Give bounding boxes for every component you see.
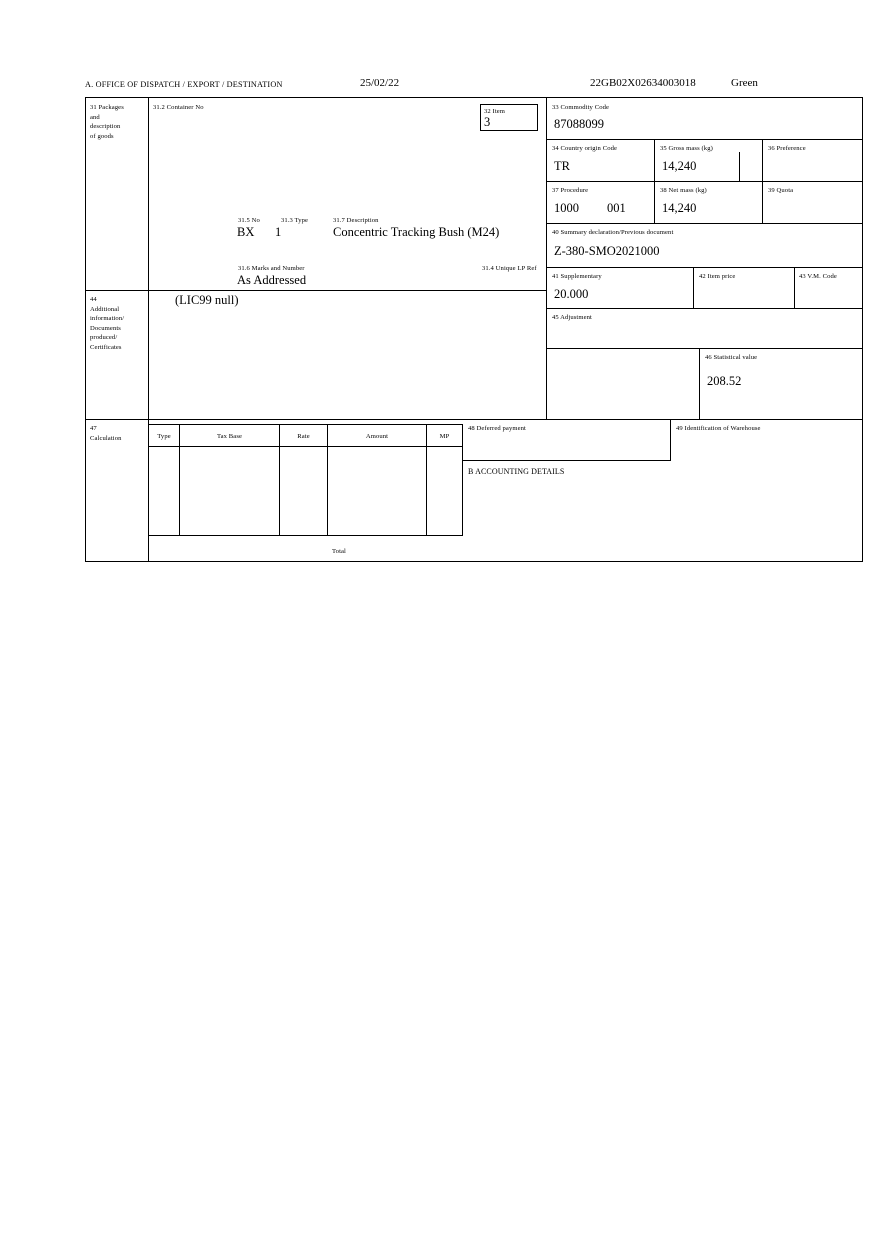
calc-col-divider-1 xyxy=(179,425,180,536)
calc-header-divider xyxy=(149,446,462,447)
divider-dotted-box-45 xyxy=(546,349,547,419)
box-39-quota xyxy=(763,182,863,224)
box-44-label xyxy=(86,290,148,419)
box-48-label: 48 Deferred payment xyxy=(468,425,526,432)
box-47-label-line-2: Calculation xyxy=(90,434,122,442)
box-41-value: 20.000 xyxy=(554,287,589,301)
box-43-vm-code xyxy=(795,268,863,309)
box-49-warehouse xyxy=(671,419,862,460)
box-31-label-line-2: and xyxy=(90,113,100,121)
box-38-value: 14,240 xyxy=(662,201,697,215)
box-37-label: 37 Procedure xyxy=(552,187,589,194)
box-44-value: (LIC99 null) xyxy=(175,293,239,307)
box-44-content xyxy=(148,290,546,419)
box-34-value: TR xyxy=(554,159,570,173)
calc-col-divider-4 xyxy=(426,425,427,536)
box-33-value: 87088099 xyxy=(554,117,604,131)
divider-box-46-left xyxy=(699,349,700,419)
box-45-label: 45 Adjustment xyxy=(552,314,592,321)
routing-lane: Green xyxy=(731,77,758,89)
box-38-label: 38 Net mass (kg) xyxy=(660,187,707,194)
calc-col-header-rate: Rate xyxy=(297,433,310,440)
box-44-label-line-3: information/ xyxy=(90,315,125,322)
box-42-label: 42 Item price xyxy=(699,273,736,280)
calc-col-header-amount: Amount xyxy=(365,433,389,440)
box-43-label: 43 V.M. Code xyxy=(799,273,837,280)
box-37-value-a: 1000 xyxy=(554,201,579,215)
box-40-label: 40 Summary declaration/Previous document xyxy=(552,229,674,236)
box-31-7-description-label: 31.7 Description xyxy=(333,217,379,224)
box-44-label-line-6: Certificates xyxy=(90,343,122,351)
movement-reference-number: 22GB02X02634003018 xyxy=(590,77,696,89)
box-47-calculation-table xyxy=(148,424,463,536)
box-48-deferred-payment xyxy=(463,419,671,460)
box-31-3-type-label: 31.3 Type xyxy=(281,217,309,224)
box-46-value: 208.52 xyxy=(707,374,742,388)
box-38-net-mass xyxy=(655,182,763,224)
box-31-5-no-label: 31.5 No xyxy=(238,217,260,224)
box-49-label: 49 Identification of Warehouse xyxy=(676,425,761,432)
box-47-label-line-1: 47 xyxy=(90,425,97,432)
declaration-grid xyxy=(85,97,863,562)
box-35-gross-mass xyxy=(655,140,763,182)
document-header xyxy=(85,79,863,95)
box-31-5-no-value: 1 xyxy=(275,225,282,239)
box-39-label: 39 Quota xyxy=(768,187,794,194)
box-32-label: 32 Item xyxy=(484,108,506,115)
calc-col-divider-3 xyxy=(327,425,328,536)
calc-col-divider-2 xyxy=(279,425,280,536)
box-40-previous-document xyxy=(547,224,863,268)
box-37-value-b: 001 xyxy=(607,201,626,215)
box-47-label xyxy=(86,419,148,562)
box-31-4-uniquelp-label: 31.4 Unique LP Ref xyxy=(482,265,537,272)
box-31-label-line-3: description xyxy=(90,123,121,130)
box-31-7-description-value: Concentric Tracking Bush (M24) xyxy=(333,225,500,239)
box-37-procedure xyxy=(547,182,655,224)
box-34-label: 34 Country origin Code xyxy=(552,145,618,152)
box-36-preference xyxy=(763,140,863,182)
box-b-label: B ACCOUNTING DETAILS xyxy=(468,467,565,476)
box-41-supplementary xyxy=(547,268,694,309)
box-31-6-marks-label: 31.6 Marks and Number xyxy=(238,265,305,272)
box-33-commodity-code xyxy=(547,98,863,140)
box-44-label-line-1: 44 xyxy=(90,296,97,303)
box-31-label-line-4: of goods xyxy=(90,132,114,140)
calc-col-header-type: Type xyxy=(157,433,171,440)
box-31-3-type-value: BX xyxy=(237,225,255,239)
box-44-label-line-4: Documents xyxy=(90,324,121,332)
box-34-country-origin xyxy=(547,140,655,182)
box-41-label: 41 Supplementary xyxy=(552,273,602,280)
box-31-6-marks-value: As Addressed xyxy=(237,273,307,287)
box-33-label: 33 Commodity Code xyxy=(552,104,610,111)
calc-total-label: Total xyxy=(332,548,346,555)
box-46-label: 46 Statistical value xyxy=(705,354,758,361)
box-35-label: 35 Gross mass (kg) xyxy=(660,145,713,152)
box-44-label-line-5: produced/ xyxy=(90,334,118,341)
box-44-label-line-2: Additional xyxy=(90,305,120,313)
box-32-item xyxy=(480,104,538,131)
box-b-accounting-details xyxy=(463,460,862,562)
office-of-dispatch-label: A. OFFICE OF DISPATCH / EXPORT / DESTINATION xyxy=(85,80,283,89)
box-35-inner-divider xyxy=(739,152,740,182)
box-35-value: 14,240 xyxy=(662,159,697,173)
calc-col-header-mp: MP xyxy=(439,433,450,440)
box-36-label: 36 Preference xyxy=(768,145,806,152)
box-46-statistical-value xyxy=(700,349,863,419)
box-45-adjustment xyxy=(547,309,863,349)
calc-col-header-tax-base: Tax Base xyxy=(216,433,243,440)
box-42-item-price xyxy=(694,268,795,309)
box-31-2-container-label: 31.2 Container No xyxy=(153,104,204,111)
box-40-value: Z-380-SMO2021000 xyxy=(554,244,660,258)
box-31-label-line-1: 31 Packages xyxy=(90,104,124,111)
box-31-label xyxy=(86,98,148,290)
box-32-value: 3 xyxy=(484,115,491,129)
declaration-date: 25/02/22 xyxy=(360,77,400,89)
